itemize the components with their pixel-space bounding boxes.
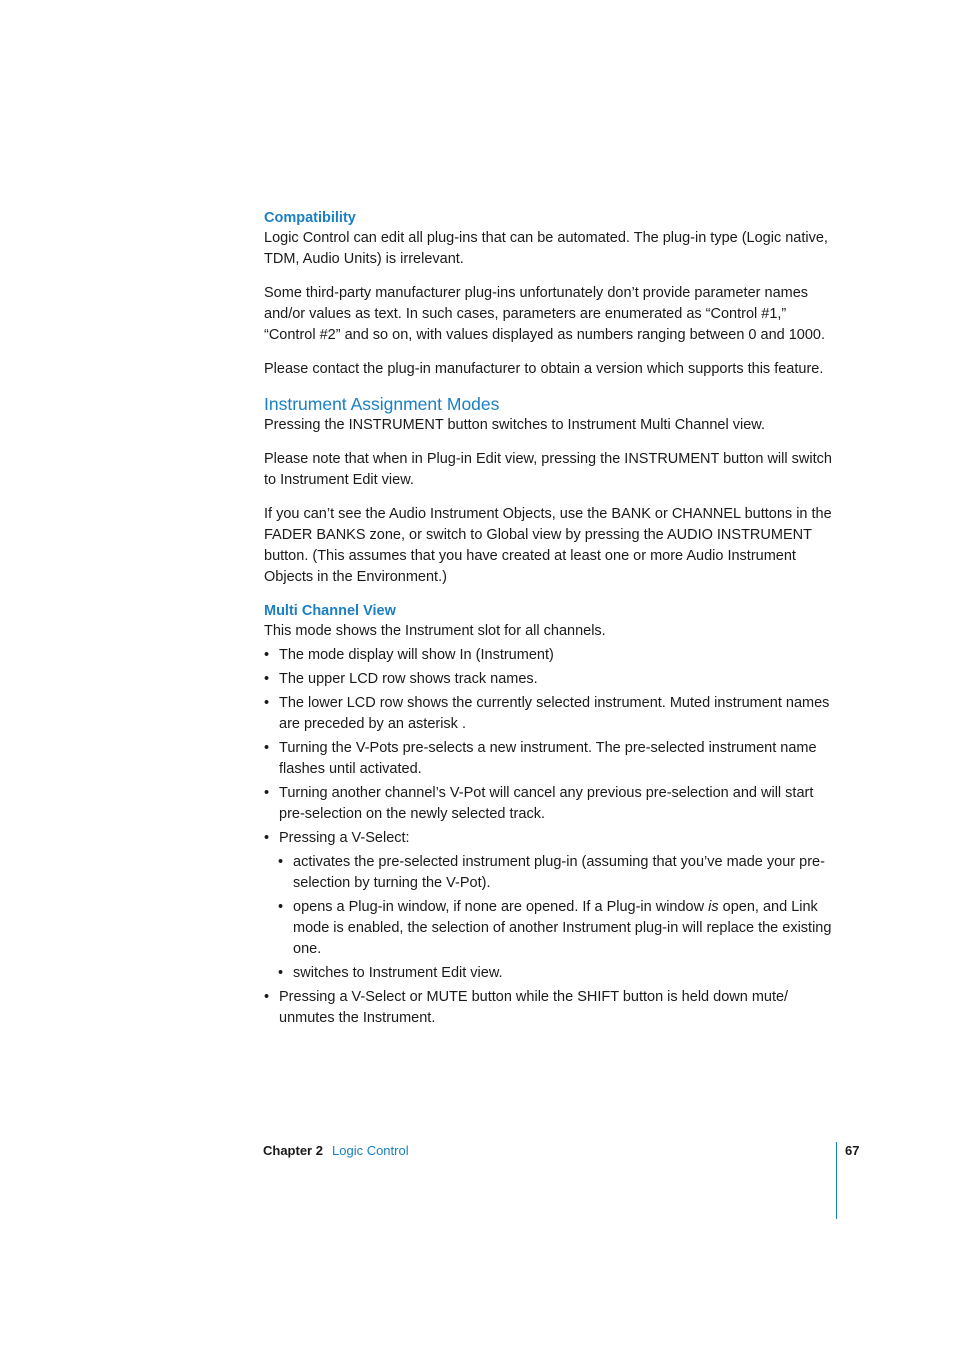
sub-item-text-start: opens a Plug-in window, if none are opened. If a Plug-in window (293, 899, 709, 915)
sub-item-text-end: open, and Link mode is enabled, the selection of another Instrument plug-in will replace the existing one. (293, 899, 832, 957)
footer-divider (836, 1142, 837, 1219)
list-item: • The mode display will show In (Instrument) (264, 645, 834, 666)
multi-channel-list (264, 645, 834, 849)
page-content (264, 208, 834, 1032)
instrument-modes-paragraph-2: Please note that when in Plug-in Edit view, pressing the INSTRUMENT button will switch to Instrument Edit view. (264, 451, 832, 488)
list-item: • Turning another channel’s V-Pot will cancel any previous pre-selection and will start pre-selection on the newly selected track. (264, 783, 834, 825)
compatibility-paragraph-1: Logic Control can edit all plug-ins that can be automated. The plug-in type (Logic native, TDM, Audio Units) is irrelevant. (264, 230, 828, 267)
list-item: • Pressing a V-Select: (264, 828, 834, 849)
multi-channel-heading: Multi Channel View (264, 603, 396, 619)
instrument-modes-heading: Instrument Assignment Modes (264, 394, 500, 414)
page-number: 67 (845, 1143, 860, 1158)
emphasis-is: is (708, 899, 719, 915)
sub-list-item: • switches to Instrument Edit view. (278, 963, 834, 984)
instrument-modes-paragraph-3: If you can’t see the Audio Instrument Objects, use the BANK or CHANNEL buttons in the FADER BANKS zone, or switch to Global view by pressing the AUDIO INSTRUMENT button. (This assumes that you have created at least one or more Audio Instrument Objects in the Environment.) (264, 506, 832, 585)
instrument-modes-paragraph-1: Pressing the INSTRUMENT button switches to Instrument Multi Channel view. (264, 417, 765, 433)
footer-chapter-title: Logic Control (332, 1143, 409, 1158)
list-item: • Turning the V-Pots pre-selects a new instrument. The pre-selected instrument name flashes until activated. (264, 738, 834, 780)
multi-channel-intro: This mode shows the Instrument slot for all channels. (264, 623, 606, 639)
footer-chapter: Chapter 2 (263, 1143, 323, 1158)
compatibility-paragraph-3: Please contact the plug-in manufacturer to obtain a version which supports this feature. (264, 361, 824, 377)
list-item: • The lower LCD row shows the currently selected instrument. Muted instrument names are preceded by an asterisk . (264, 693, 834, 735)
list-item: • Pressing a V-Select or MUTE button while the SHIFT button is held down mute/ unmutes the Instrument. (264, 987, 834, 1029)
compatibility-heading: Compatibility (264, 210, 356, 226)
sub-list-item: • activates the pre-selected instrument plug-in (assuming that you’ve made your pre-selection by turning the V-Pot). (278, 852, 834, 894)
multi-channel-list-end (264, 987, 834, 1029)
sub-list-item (278, 897, 834, 960)
v-select-sub-list (264, 852, 834, 984)
list-item: • The upper LCD row shows track names. (264, 669, 834, 690)
compatibility-paragraph-2: Some third-party manufacturer plug-ins unfortunately don’t provide parameter names and/or values as text. In such cases, parameters are enumerated as “Control #1,” “Control #2” and so on, with values displayed as numbers ranging between 0 and 1000. (264, 285, 826, 343)
